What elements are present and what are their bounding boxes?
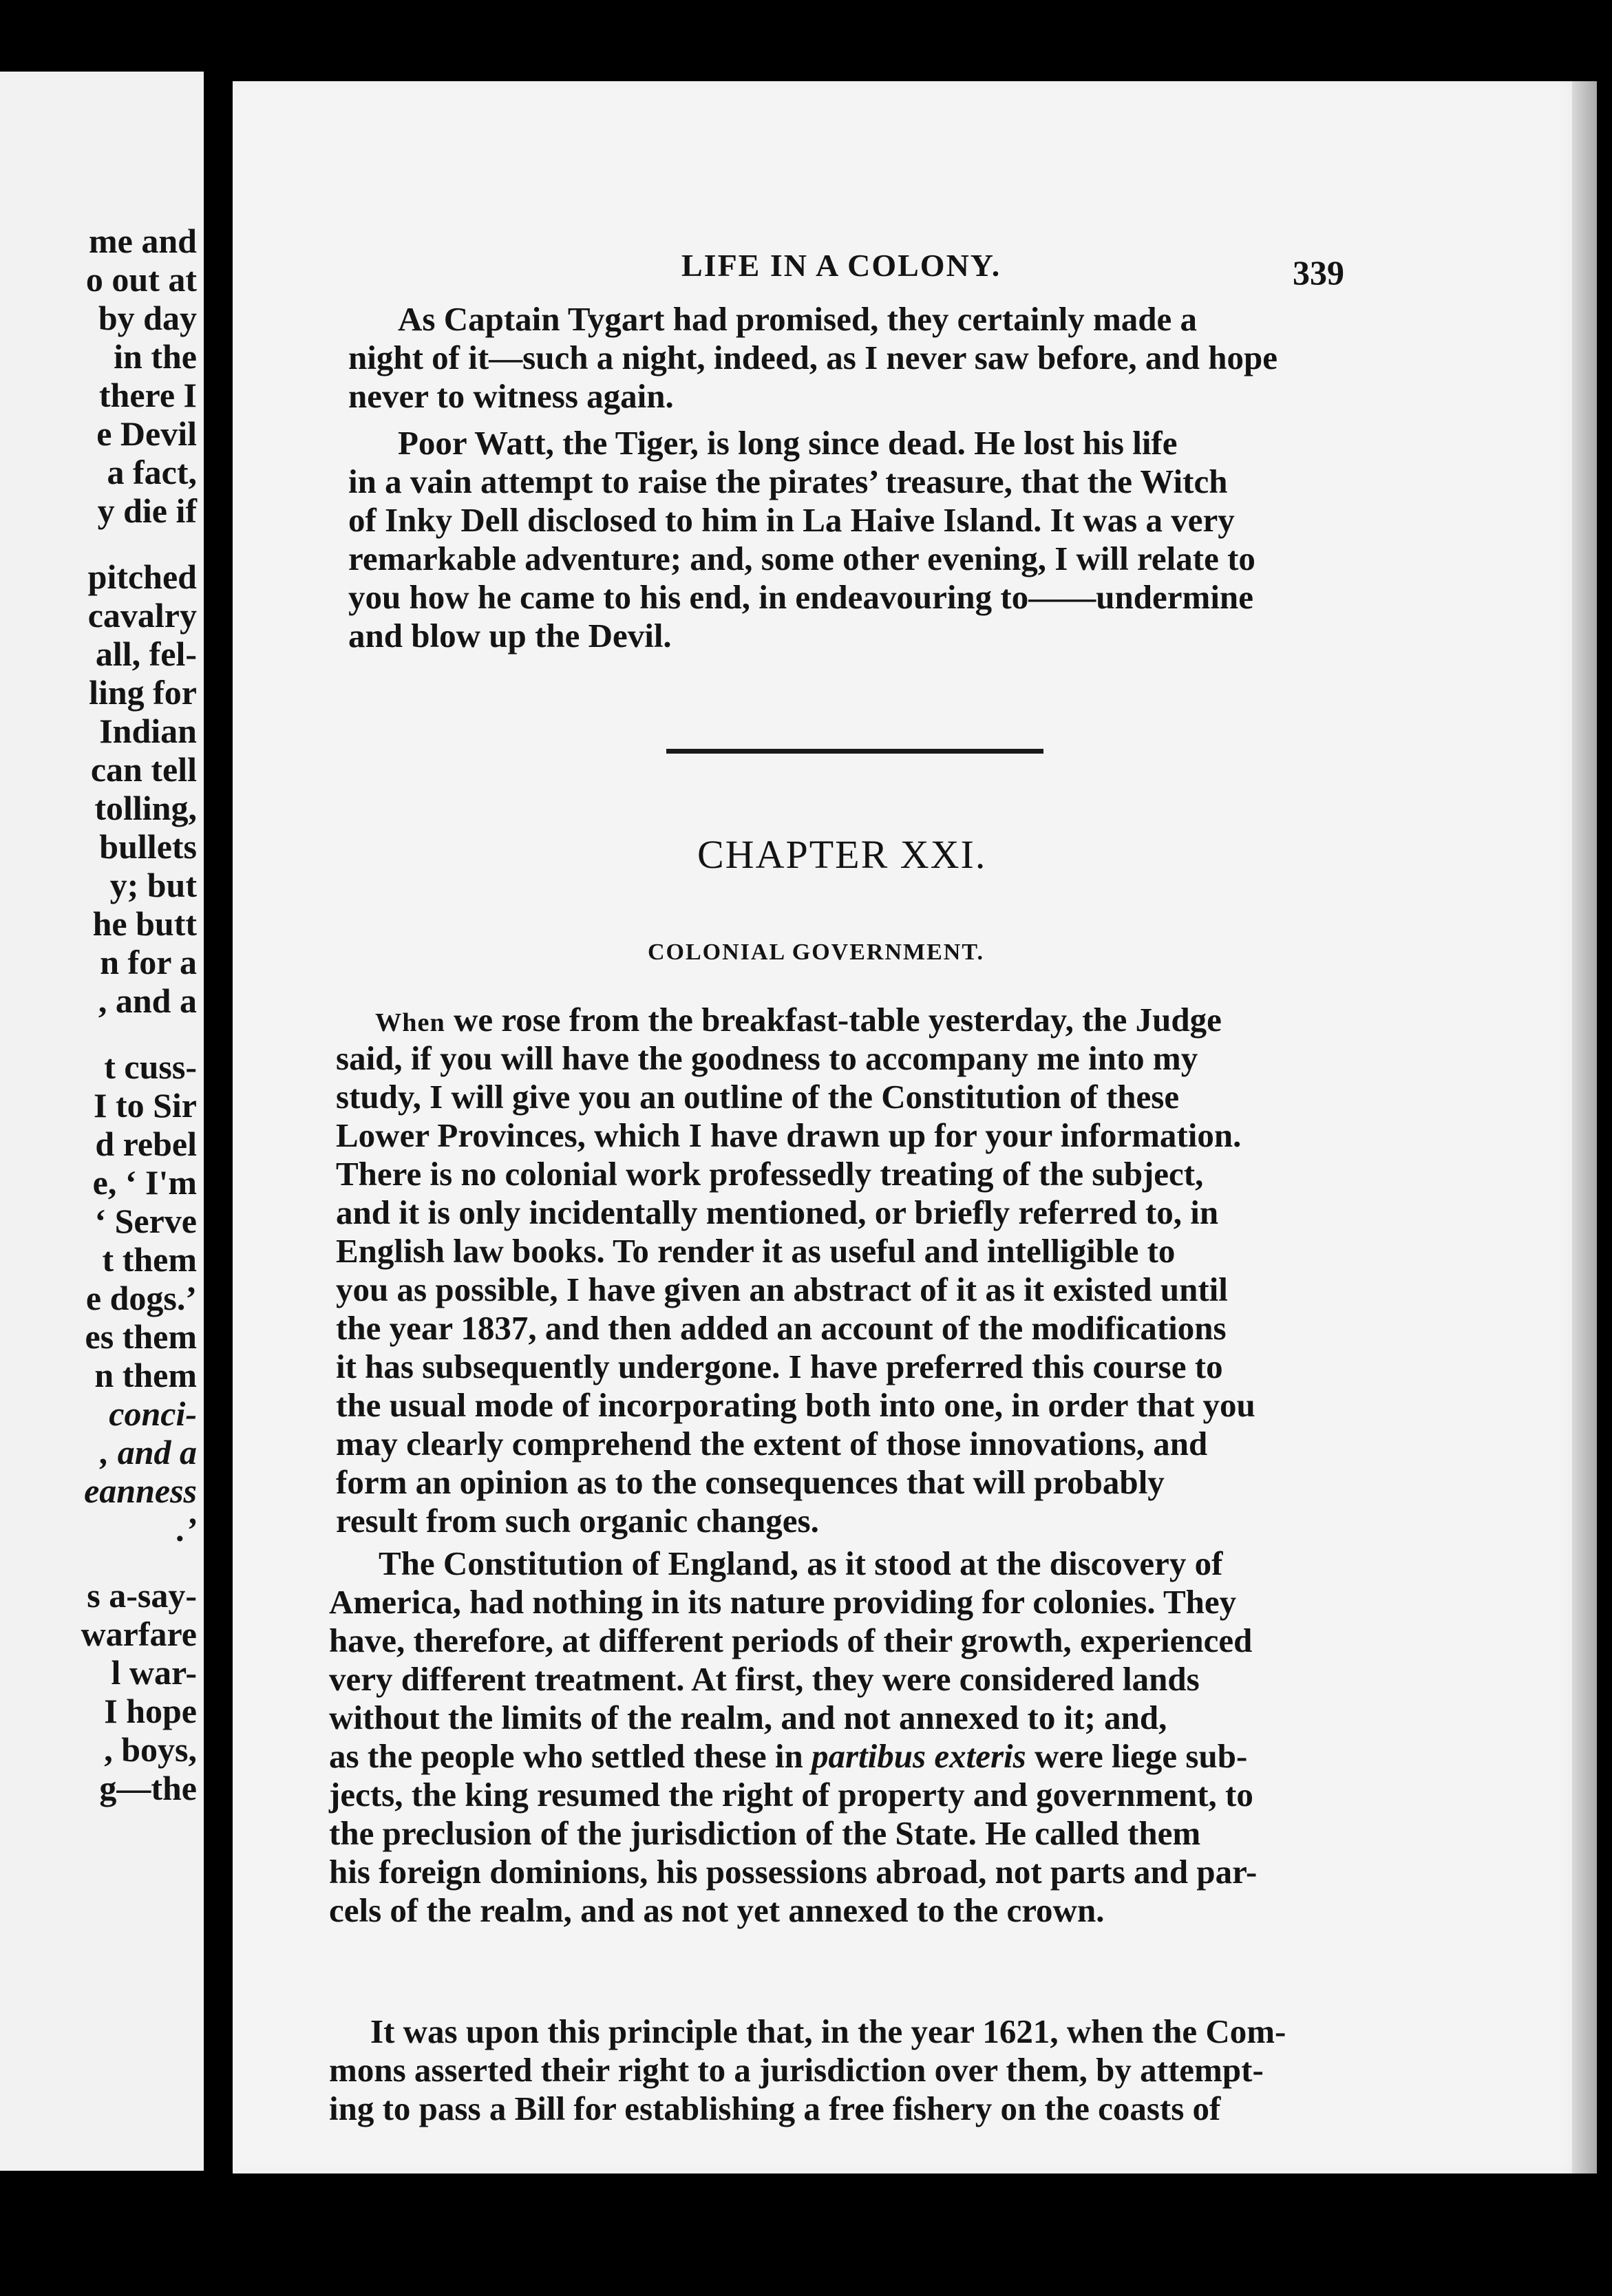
- text-line: night of it—such a night, indeed, as I never saw before, and hope: [348, 339, 1277, 376]
- text-line: and blow up the Devil.: [348, 617, 672, 655]
- latin-phrase: partibus exteris: [811, 1737, 1026, 1775]
- left-page-fragment: n them: [94, 1356, 197, 1394]
- left-page-fragment: cavalry: [87, 596, 197, 635]
- left-page-fragment: y; but: [109, 866, 197, 904]
- text-line: English law books. To render it as useful and intelligible to: [336, 1232, 1176, 1270]
- text-line: you as possible, I have given an abstract of it as it existed until: [336, 1271, 1228, 1308]
- left-page-fragment: all, fel-: [95, 635, 197, 673]
- text-line: never to witness again.: [348, 377, 674, 415]
- left-page-fragment: y die if: [97, 491, 197, 530]
- left-page-fragment: n for a: [100, 943, 197, 981]
- left-page-fragment: me and: [89, 222, 197, 260]
- left-page-fragment: conci-: [109, 1394, 197, 1433]
- left-page-fragment: Indian: [99, 712, 197, 750]
- text-line: There is no colonial work professedly treating of the subject,: [336, 1155, 1204, 1193]
- left-page-fragment: , and a: [100, 1433, 197, 1471]
- left-page-fragment: es them: [85, 1317, 197, 1356]
- text-line: America, had nothing in its nature providing for colonies. They: [329, 1583, 1237, 1621]
- left-page-fragment: tolling,: [94, 789, 197, 827]
- left-page-fragment: o out at: [85, 260, 197, 299]
- text-line: have, therefore, at different periods of their growth, experienced: [329, 1622, 1253, 1659]
- text-line: the year 1837, and then added an account of the modifications: [336, 1309, 1227, 1347]
- running-head: LIFE IN A COLONY.: [681, 248, 1001, 283]
- left-page-fragment: in the: [114, 337, 197, 376]
- first-line-text: we rose from the breakfast-table yesterday, the Judge: [445, 1001, 1222, 1039]
- left-facing-page: [0, 72, 204, 2171]
- text-line: jects, the king resumed the right of property and government, to: [329, 1776, 1253, 1814]
- page-edge: [1572, 81, 1597, 2173]
- text-line: very different treatment. At first, they were considered lands: [329, 1660, 1200, 1698]
- left-page-fragment: bullets: [99, 827, 197, 866]
- text-line: the usual mode of incorporating both into one, in order that you: [336, 1386, 1255, 1424]
- text-line: remarkable adventure; and, some other evening, I will relate to: [348, 540, 1255, 577]
- left-page-fragment: eanness: [84, 1471, 197, 1510]
- left-page-fragment: e dogs.’: [85, 1279, 197, 1317]
- page-number: 339: [1293, 253, 1344, 292]
- left-page-fragment: , boys,: [104, 1730, 197, 1769]
- left-page-fragment: t cuss-: [104, 1048, 197, 1086]
- chapter-subtitle: COLONIAL GOVERNMENT.: [648, 939, 984, 965]
- text-line: Poor Watt, the Tiger, is long since dead. He lost his life: [398, 424, 1178, 462]
- text-line: and it is only incidentally mentioned, or briefly referred to, in: [336, 1193, 1219, 1231]
- text-line: you how he came to his end, in endeavouring to——undermine: [348, 578, 1253, 616]
- paragraph-4-italic-line: [329, 1737, 1247, 1776]
- left-page-fragment: e, ‘ I'm: [92, 1163, 197, 1202]
- text-line: study, I will give you an outline of the Constitution of these: [336, 1078, 1180, 1116]
- line-text-after: were liege sub-: [1026, 1737, 1248, 1775]
- left-page-fragment: l war-: [111, 1653, 197, 1692]
- left-page-fragment: pitched: [87, 557, 197, 596]
- paragraph-3-first-line: [375, 1001, 1222, 1042]
- text-line: his foreign dominions, his possessions abroad, not parts and par-: [329, 1853, 1258, 1891]
- left-page-fragment: warfare: [81, 1615, 197, 1653]
- text-line: said, if you will have the goodness to accompany me into my: [336, 1039, 1198, 1077]
- text-line: form an opinion as to the consequences that will probably: [336, 1463, 1165, 1501]
- left-page-fragment: he butt: [92, 904, 197, 943]
- chapter-title: CHAPTER XXI.: [697, 832, 987, 877]
- text-line: Lower Provinces, which I have drawn up for your information.: [336, 1116, 1242, 1154]
- text-line: cels of the realm, and as not yet annexed to the crown.: [329, 1891, 1105, 1929]
- text-line: result from such organic changes.: [336, 1502, 819, 1540]
- text-line: mons asserted their right to a jurisdiction over them, by attempt-: [329, 2051, 1264, 2089]
- left-page-fragment: I hope: [104, 1692, 197, 1730]
- text-line: may clearly comprehend the extent of those innovations, and: [336, 1425, 1208, 1463]
- text-line: of Inky Dell disclosed to him in La Haive Island. It was a very: [348, 501, 1235, 539]
- left-page-fragment: d rebel: [95, 1125, 197, 1163]
- text-line: The Constitution of England, as it stood at the discovery of: [379, 1544, 1223, 1582]
- text-line: in a vain attempt to raise the pirates’ treasure, that the Witch: [348, 463, 1228, 500]
- left-page-fragment: .’: [176, 1510, 197, 1549]
- text-line: As Captain Tygart had promised, they certainly made a: [398, 300, 1198, 338]
- left-page-fragment: a fact,: [107, 453, 197, 491]
- left-page-fragment: e Devil: [96, 414, 197, 453]
- left-page-fragment: I to Sir: [94, 1086, 197, 1125]
- left-page-fragment: g—the: [99, 1769, 197, 1807]
- text-line: ing to pass a Bill for establishing a free fishery on the coasts of: [329, 2090, 1221, 2127]
- line-text-before: as the people who settled these in: [329, 1737, 812, 1775]
- left-page-fragment: , and a: [98, 981, 197, 1020]
- right-page: [233, 81, 1597, 2173]
- drop-word: When: [375, 1008, 445, 1037]
- left-page-fragment: by day: [98, 299, 197, 337]
- section-divider-rule: [666, 749, 1043, 754]
- left-page-fragment: s a-say-: [87, 1576, 197, 1615]
- left-page-fragment: ling for: [89, 673, 197, 712]
- left-page-fragment: can tell: [90, 750, 197, 789]
- left-page-fragment: there I: [98, 376, 197, 414]
- text-line: it has subsequently undergone. I have preferred this course to: [336, 1348, 1223, 1385]
- left-page-fragment: ‘ Serve: [94, 1202, 197, 1240]
- text-line: without the limits of the realm, and not annexed to it; and,: [329, 1699, 1167, 1736]
- text-line: the preclusion of the jurisdiction of the State. He called them: [329, 1814, 1201, 1852]
- text-line: It was upon this principle that, in the year 1621, when the Com-: [370, 2012, 1286, 2050]
- left-page-fragment: t them: [102, 1240, 197, 1279]
